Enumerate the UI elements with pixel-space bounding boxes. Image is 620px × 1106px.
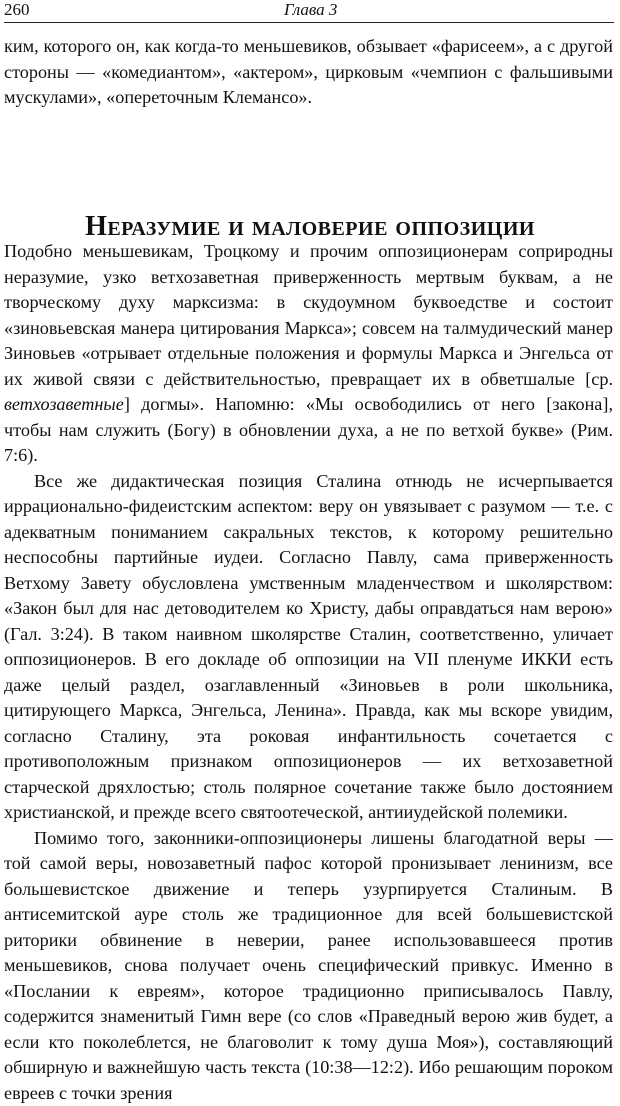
paragraph-1 — [4, 239, 613, 469]
running-head — [4, 0, 614, 23]
continued-paragraph — [4, 34, 613, 111]
paragraph-1-text-b: ] догмы». Напомню: «Мы освободились от него [закона], чтобы нам служить (Богу) в обновлении духа, а не по ветхой букве» (Рим. 7:6). — [4, 394, 613, 465]
emphasized-word: ветхозаветные — [4, 394, 124, 414]
section-heading: Неразумие и маловерие оппозиции — [0, 209, 620, 245]
paragraph-1-text-a: Подобно меньшевикам, Троцкому и прочим оппозиционерам соприродны неразумие, узко ветхозаветная приверженность мертвым буквам, а не творческому духу марксизма: в скудоумном буквоедстве и состоит «зиновьевская манера цитирования Маркса»; совсем на талмудический манер Зиновьев «отрывает отдельные положения и формулы Маркса и Энгельса от их живой связи с действительностью, превращает их в обветшалые [ср. — [4, 241, 613, 389]
chapter-label: Глава 3 — [284, 0, 337, 20]
paragraph-3: Помимо того, законники-оппозиционеры лишены благодатной веры — той самой веры, новозаветный пафос которой пронизывает ленинизм, все большевистское движение и теперь узурпируется Сталиным. В антисемитской ауре столь же традиционное для всей большевистской риторики обвинение в неверии, ранее использовавшееся против меньшевиков, снова получает очень специфический привкус. Именно в «Послании к евреям», которое традиционно приписывалось Павлу, содержится знаменитый Гимн вере (со слов «Праведный верою жив будет, а если кто поколеблется, не благоволит к тому душа Моя»), составляющий обширную и важнейшую часть текста (10:38—12:2). Ибо решающим пороком евреев с точки зрения — [4, 826, 613, 1106]
paragraph-text: ким, которого он, как когда-то меньшевиков, обзывает «фарисеем», а с другой стороны — «комедиантом», «актером», цирковым «чемпион с фальшивыми мускулами», «опереточным Клемансо». — [4, 34, 613, 111]
body-text — [4, 239, 613, 1106]
page-number: 260 — [4, 0, 30, 20]
paragraph-2: Все же дидактическая позиция Сталина отнюдь не исчерпывается иррационально-фидеистским аспектом: веру он увязывает с разумом — т.е. с адекватным пониманием сакральных текстов, к которому решительно неспособны партийные иудеи. Согласно Павлу, сама приверженность Ветхому Завету обусловлена умственным младенчеством и школярством: «Закон был для нас детоводителем ко Христу, дабы оправдаться нам верою» (Гал. 3:24). В таком наивном школярстве Сталин, соответственно, уличает оппозиционеров. В его докладе об оппозиции на VII пленуме ИККИ есть даже целый раздел, озаглавленный «Зиновьев в роли школьника, цитирующего Маркса, Энгельса, Ленина». Правда, как мы вскоре увидим, согласно Сталину, эта роковая инфантильность сочетается с противоположным признаком оппозиционеров — их ветхозаветной старческой дряхлостью; столь полярное сочетание также было достоянием христианской, и прежде всего святоотеческой, антииудейской полемики. — [4, 469, 613, 826]
